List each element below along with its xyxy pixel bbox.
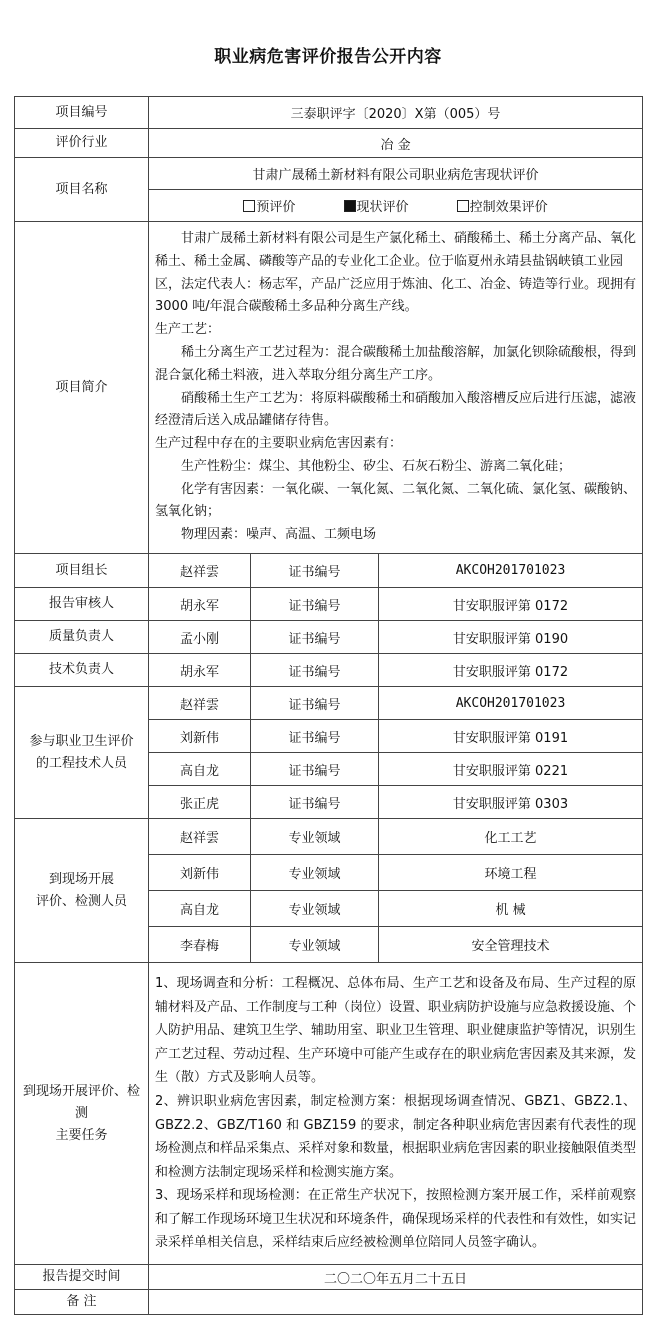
page-title: 职业病危害评价报告公开内容 [214, 47, 442, 67]
cert-no-label: 证书编号 [251, 687, 379, 720]
row-remark [15, 1290, 643, 1315]
tech-label: 技术负责人 [15, 654, 149, 687]
option-status-eval: 现状评价 [344, 196, 409, 215]
row-reviewer [15, 588, 643, 621]
project-name-label: 项目名称 [15, 158, 149, 222]
row-submit [15, 1265, 643, 1290]
project-no-value: 三泰职评字〔2020〕X第（005）号 [149, 97, 643, 129]
leader-cert: AKCOH201701023 [379, 554, 643, 588]
row-tasks [15, 963, 643, 1265]
participants-label: 参与职业卫生评价 的工程技术人员 [15, 687, 149, 819]
checkbox-unchecked-icon [243, 200, 255, 212]
remark-value [149, 1290, 643, 1315]
field-label: 专业领域 [251, 855, 379, 891]
cert-no-label: 证书编号 [251, 753, 379, 786]
cert-no-label: 证书编号 [251, 621, 379, 654]
participant-cert: 甘安职服评第 0191 [379, 720, 643, 753]
onsite-field: 环境工程 [379, 855, 643, 891]
project-no-label: 项目编号 [15, 97, 149, 129]
summary-hazard-physical: 物理因素：噪声、高温、工频电场 [181, 527, 377, 543]
submit-label: 报告提交时间 [15, 1265, 149, 1290]
summary-label: 项目简介 [15, 222, 149, 554]
onsite-name: 高自龙 [149, 891, 251, 927]
onsite-name: 李春梅 [149, 927, 251, 963]
quality-label: 质量负责人 [15, 621, 149, 654]
onsite-field: 机 械 [379, 891, 643, 927]
participant-name: 刘新伟 [149, 720, 251, 753]
field-label: 专业领域 [251, 891, 379, 927]
onsite-name: 赵祥雲 [149, 819, 251, 855]
cert-no-label: 证书编号 [251, 786, 379, 819]
task-item: 2、辨识职业病危害因素，制定检测方案：根据现场调查情况、GBZ1、GBZ2.1、GBZ2.2、GBZ/T160 和 GBZ159 的要求，制定各种职业病危害因素有代表性的现场检测点和样品采集点、采样对象和数量，根据职业病危害因素的职业接触限值类型和检测方法制定现场采样和检测实施方案。 [155, 1093, 637, 1180]
participant-name: 赵祥雲 [149, 687, 251, 720]
onsite-name: 刘新伟 [149, 855, 251, 891]
cert-no-label: 证书编号 [251, 720, 379, 753]
tech-name: 胡永军 [149, 654, 251, 687]
disclosure-table [14, 96, 643, 1315]
project-name-value: 甘肃广晟稀土新材料有限公司职业病危害现状评价 [149, 158, 643, 190]
tech-cert: 甘安职服评第 0172 [379, 654, 643, 687]
row-tech [15, 654, 643, 687]
eval-type-options [149, 190, 643, 222]
tasks-text [149, 963, 643, 1265]
participant-name: 高自龙 [149, 753, 251, 786]
summary-hazards-heading: 生产过程中存在的主要职业病危害因素有： [155, 436, 403, 452]
reviewer-label: 报告审核人 [15, 588, 149, 621]
summary-process-heading: 生产工艺： [155, 322, 221, 338]
task-item: 1、现场调查和分析：工程概况、总体布局、生产工艺和设备及布局、生产过程的原辅材料及产品、工作制度与工种（岗位）设置、职业病防护设施与应急救援设施、个人防护用品、建筑卫生学、辅助用室、职业卫生管理、职业健康监护等情况，识别生产工艺过程、劳动过程、生产环境中可能产生或存在的职业病危害因素及其来源，发生（散）方式及影响人员等。 [155, 975, 637, 1086]
option-pre-eval: 预评价 [243, 196, 295, 215]
summary-hazard-dust: 生产性粉尘：煤尘、其他粉尘、矽尘、石灰石粉尘、游离二氧化硅； [181, 458, 572, 474]
task-item: 3、现场采样和现场检测：在正常生产状况下，按照检测方案开展工作，采样前观察和了解工作现场环境卫生状况和环境条件，确保现场采样的代表性和有效性，如实记录采样单相关信息，采样结束后应经被检测单位陪同人员签字确认。 [155, 1188, 637, 1251]
onsite-field: 化工工艺 [379, 819, 643, 855]
row-industry [15, 129, 643, 158]
field-label: 专业领域 [251, 819, 379, 855]
summary-process-2: 硝酸稀土生产工艺为：将原料碳酸稀土和硝酸加入酸溶槽反应后进行压滤，滤液经澄清后送入成品罐储存待售。 [155, 390, 637, 429]
row-project-name [15, 158, 643, 190]
submit-date: 二〇二〇年五月二十五日 [149, 1265, 643, 1290]
onsite-field: 安全管理技术 [379, 927, 643, 963]
leader-label: 项目组长 [15, 554, 149, 588]
summary-text [149, 222, 643, 554]
participant-row [15, 687, 643, 720]
tasks-label: 到现场开展评价、检 测 主要任务 [15, 963, 149, 1265]
reviewer-name: 胡永军 [149, 588, 251, 621]
checkbox-unchecked-icon [457, 200, 469, 212]
reviewer-cert: 甘安职服评第 0172 [379, 588, 643, 621]
industry-value: 冶 金 [149, 129, 643, 158]
remark-label: 备 注 [15, 1290, 149, 1315]
summary-intro: 甘肃广晟稀土新材料有限公司是生产氯化稀土、硝酸稀土、稀土分离产品、氧化稀土、稀土金属、磷酸等产品的专业化工企业。位于临夏州永靖县盐锅峡镇工业园区，法定代表人：杨志军，产品广泛应用于炼油、化工、冶金、铸造等行业。现拥有 3000 吨/年混合碳酸稀土多品种分离生产线。 [155, 230, 637, 315]
summary-process-1: 稀土分离生产工艺过程为：混合碳酸稀土加盐酸溶解，加氯化钡除硫酸根，得到混合氯化稀土料液，进入萃取分组分离生产工序。 [155, 344, 637, 383]
row-project-no [15, 97, 643, 129]
quality-cert: 甘安职服评第 0190 [379, 621, 643, 654]
participant-name: 张正虎 [149, 786, 251, 819]
cert-no-label: 证书编号 [251, 588, 379, 621]
row-quality [15, 621, 643, 654]
industry-label: 评价行业 [15, 129, 149, 158]
cert-no-label: 证书编号 [251, 654, 379, 687]
row-summary [15, 222, 643, 554]
leader-name: 赵祥雲 [149, 554, 251, 588]
checkbox-checked-icon [344, 200, 356, 212]
field-label: 专业领域 [251, 927, 379, 963]
cert-no-label: 证书编号 [251, 554, 379, 588]
onsite-label: 到现场开展 评价、检测人员 [15, 819, 149, 963]
row-leader [15, 554, 643, 588]
onsite-row [15, 819, 643, 855]
option-control-eval: 控制效果评价 [457, 196, 548, 215]
participant-cert: 甘安职服评第 0221 [379, 753, 643, 786]
summary-hazard-chemical: 化学有害因素：一氧化碳、一氧化氮、二氧化氮、二氧化硫、氯化氢、碳酸钠、氢氧化钠； [155, 481, 637, 520]
quality-name: 孟小刚 [149, 621, 251, 654]
participant-cert: 甘安职服评第 0303 [379, 786, 643, 819]
participant-cert: AKCOH201701023 [379, 687, 643, 720]
